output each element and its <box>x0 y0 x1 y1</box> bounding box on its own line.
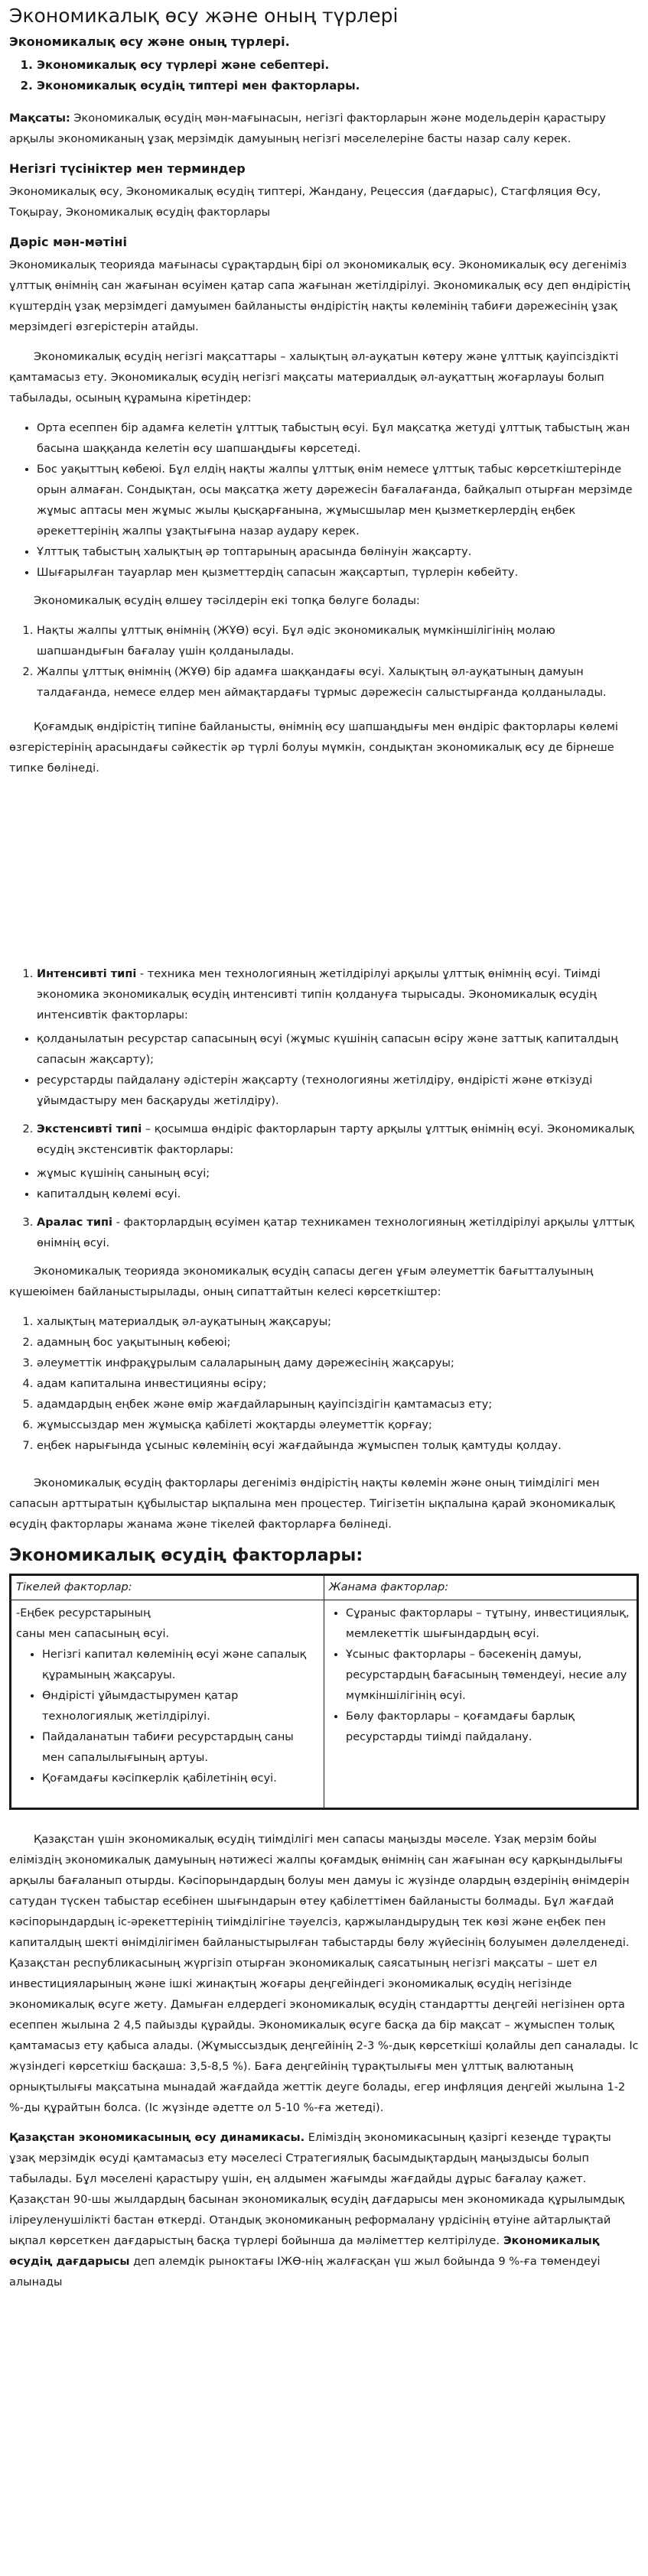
list-item: 5. адамдардың еңбек және өмір жағдайларының қауіпсіздігін қамтамасыз ету; <box>37 1395 639 1415</box>
kazakhstan-paragraph: Қазақстан үшін экономикалық өсудің тиімділігі мен сапасы маңызды мәселе. Ұзақ мерзім бойы еліміздің экономикалық дамуының нәтижесі жалпы қоғамдық өнімнің сан жағынан өсу қарқындылығы арқылы бағаланып отырды. Кәсіпорындардың болуы мен дамуы іс жүзінде олардың өздерінің өнімдерін сатудан түскен табыстар есебінен шығындарын өтеу қабілеттімен байланысты болмады. Бұл жағдай кәсіпорындардың іс-әрекеттерінің тиімділігіне тәуелсіз, қаржыландырудың тек көзі және еңбек пен капиталдың шекті өнімділігімен байланыстырылған табыстарды бөлу жүйесінің болуымен дәлелденеді. Қазақстан республикасының жүргізіп отырған экономикалық саясатының негізгі мақсаты – шет ел инвестицияларының және ішкі жинақтың жоғары деңгейіндегі экономикалық өсудің негізінде экономикалық өсуге жету. Дамыған елдердегі экономикалық өсудің стандартты деңгейі негізінен орта есеппен жылына 2 4,5 пайызды құрайды. Экономикалық өсуге басқа да бір мақсат – жұмыспен толық қамтамасыз ету қабыса алады. (Жұмыссыздық деңгейінің 2-3 %-дық көрсеткіші қолайлы деп саналады. Іс жүзіндегі көрсеткіш басқаша: 3,5-8,5 %). Баға деңгейінің тұрақтылығы мен ұлттық валютаның орнықтылығы мақсатына мынадай жағдайда жеттік деуге болады, егер инфляция деңгейі жылына 1-2 %-ды құрайтын болса. (Іс жүзінде әдетте ол 5-10 %-ға жетеді). <box>9 1834 639 2114</box>
list-item: • Ұлттық табыстың халықтың әр топтарының арасында бөлінуін жақсарту. <box>37 542 639 563</box>
factors-table <box>9 1574 639 1810</box>
table-header-indirect: Жанама факторлар: <box>324 1575 638 1600</box>
list-item: 6. жұмыссыздар мен жұмысқа қабілеті жоқтарды әлеуметтік қорғау; <box>37 1415 639 1436</box>
list-item: 2. адамның бос уақытының көбеюі; <box>37 1333 639 1353</box>
intensive-factors-list <box>9 1029 639 1112</box>
list-item: • Бос уақыттың көбеюі. Бұл елдің нақты жалпы ұлттық өнім немесе ұлттық табыс көрсеткіштерінде орын алмаған. Сондықтан, осы мақсатқа жету дәрежесін бағалағанда, байқалып отырған мерзімде жұмыс аптасы мен жұмыс жылы қысқарғанына, жұмысшылар мен қызметкерлердің еңбек әрекеттерінің жалпы ұзақтығына назар аудару керек. <box>37 460 639 542</box>
quality-paragraph: Экономикалық теорияда экономикалық өсудің сапасы деген ұғым әлеуметтік бағытталуының күшеюімен байланыстырылады, оның сипаттайтын келесі көрсеткіштер: <box>9 1265 594 1298</box>
type-mixed: 3. Аралас типі - факторлардың өсуімен қатар техникамен технологияның жетілдірілуі арқылы ұлттық өнімнің өсуі. <box>37 1213 639 1254</box>
list-item: • Ұсыныс факторлары – бәсекенің дамуы, ресурстардың бағасының төмендеуі, несие алу мүмкіншілігінің өсуі. <box>346 1645 632 1707</box>
direct-factors-list <box>16 1645 319 1789</box>
type-label: Интенсивті типі <box>37 968 137 980</box>
types-list-intensive <box>9 964 639 1026</box>
list-item: • капиталдың көлемі өсуі. <box>37 1184 639 1205</box>
blank-space <box>9 788 639 964</box>
topic-item: 2. Экономикалық өсудің типтері мен факторлары. <box>37 76 639 96</box>
type-label: Экстенсивті типі <box>37 1123 142 1135</box>
list-item: • Сұраныс факторлары – тұтыну, инвестициялық, мемлекеттік шығындардың өсуі. <box>346 1603 632 1645</box>
list-item: • жұмыс күшінің санының өсуі; <box>37 1164 639 1184</box>
lecture-heading: Дәріс мән-мәтіні <box>9 235 127 249</box>
topic-item: 1. Экономикалық өсу түрлері және себептері. <box>37 55 639 76</box>
concepts-text: Экономикалық өсу, Экономикалық өсудің типтері, Жандану, Рецессия (дағдарыс), Стагфляция Өсу, Тоқырау, Экономикалық өсудің факторлары <box>9 186 601 219</box>
subtitle: Экономикалық өсу және оның түрлері. <box>9 34 290 49</box>
measurement-paragraph: Экономикалық өсудің өлшеу тәсілдерін екі топқа бөлуге болады: <box>34 595 420 607</box>
type-extensive: 2. Экстенсивті типі – қосымша өндіріс факторларын тарту арқылы ұлттық өнімнің өсуі. Экономикалық өсудің экстенсивтік факторлары: <box>37 1119 639 1161</box>
direct-lead: -Еңбек ресурстарының саны мен сапасының өсуі. <box>16 1607 170 1640</box>
aim-paragraph <box>9 109 639 150</box>
list-item: 3. әлеуметтік инфрақұрылым салаларының даму дәрежесінің жақсаруы; <box>37 1353 639 1374</box>
aim-label: Мақсаты: <box>9 112 70 125</box>
list-item: • Пайдаланатын табиғи ресурстардың саны мен сапалылығының артуы. <box>42 1727 319 1769</box>
list-item: • Негізгі капитал көлемінің өсуі және сапалық құрамының жақсаруы. <box>42 1645 319 1686</box>
list-item: • ресурстарды пайдалану әдістерін жақсарту (технологияны жетілдіру, өндірісті және өткізуді ұйымдастыру мен басқаруды жетілдіру). <box>37 1070 639 1112</box>
concepts-heading: Негізгі түсініктер мен терминдер <box>9 161 246 176</box>
type-label: Аралас типі <box>37 1217 112 1229</box>
lecture-paragraph-1: Экономикалық теорияда мағынасы сұрақтардың бірі ол экономикалық өсу. Экономикалық өсу дегеніміз ұлттық өнімнің сан жағынан өсуімен қатар сапа жағынан жетілдірілуі. Экономикалық өсу деп өндірістің күштердің ұзақ мерзімдегі дамуымен байланысты өндірістің нақты көлемінің табиғи дәрежесінің ұзақ мерзімдегі өзгерістерін атайды. <box>9 259 630 333</box>
list-item: • Шығарылған тауарлар мен қызметтердің сапасын жақсартып, түрлерін көбейту. <box>37 563 639 583</box>
list-item: 7. еңбек нарығында ұсыныс көлемінің өсуі жағдайында жұмыспен толық қамтуды қолдау. <box>37 1436 639 1457</box>
factors-paragraph: Экономикалық өсудің факторлары дегеніміз өндірістің нақты көлемін және оның тиімділігі мен сапасын арттыратын құбылыстар ықпалына мен процестер. Тиігізетін ықпалына қарай экономикалық өсудің факторлары жанама және тікелей факторларға бөлінеді. <box>9 1477 615 1531</box>
list-item: • Бөлу факторлары – қоғамдағы барлық ресурстарды тиімді пайдалану. <box>346 1707 632 1748</box>
indirect-factors-list <box>329 1603 632 1748</box>
list-item: 1. халықтың материалдық әл-ауқатының жақсаруы; <box>37 1312 639 1333</box>
list-item: • қолданылатын ресурстар сапасының өсуі (жұмыс күшінің сапасын өсіру және заттық капиталдың сапасын жақсарту); <box>37 1029 639 1070</box>
goals-list <box>9 418 639 583</box>
type-intensive: 1. Интенсивті типі - техника мен технологияның жетілдірілуі арқылы ұлттық өнімнің өсуі. Тиімді экономика экономикалық өсудің интенсивті типін қолдануға тырысады. Экономикалық өсудің интенсивтік факторлары: <box>37 964 639 1026</box>
list-item: • Орта есеппен бір адамға келетін ұлттық табыстың өсуі. Бұл мақсатқа жетуді ұлттық табыстың жан басына шаққанда келетін өсу шапшаңдығы көрсетеді. <box>37 418 639 460</box>
methods-list <box>9 621 639 703</box>
table-cell-direct <box>11 1600 324 1809</box>
crisis-label: Экономикалық өсудің дағдарысы <box>9 2235 600 2268</box>
dynamics-paragraph: Қазақстан экономикасының өсу динамикасы. Еліміздің экономикасының қазіргі кезеңде тұрақты ұзақ мерзімдік өсуді қамтамасыз ету мәселесі Стратегиялық басымдықтардың маңыздысы болып табылады. Бұл мәселені қарастыру үшін, ең алдымен жағымды жағдайды дұрыс бағалау қажет. Қазақстан 90-шы жылдардың басынан экономикалық өсудің дағдарысы мен экономикада құрылымдық іліреуленушілікті бастан өткерді. Отандық экономиканың реформалану үрдісінің өтуіне айтарлықтай ықпал көрсеткен дағдарыстың басқа түрлері бойынша да мәліметтер келтірілуде. Экономикалық өсудің дағдарысы деп алемдік рыноктағы ІЖӨ-нің жалғасқан үш жыл бойында 9 %-ға төмендеуі алынады <box>9 2132 625 2289</box>
list-item: 1. Нақты жалпы ұлттық өнімнің (ЖҰӨ) өсуі. Бұл әдіс экономикалық мүмкіншілігінің молаю шапшандығын бағалау үшін қолданылады. <box>37 621 639 662</box>
types-list-mixed <box>9 1213 639 1254</box>
list-item: • Өндірісті ұйымдастырумен қатар технологиялық жетілдірілуі. <box>42 1686 319 1727</box>
types-intro-paragraph: Қоғамдық өндірістің типіне байланысты, өнімнің өсу шапшаңдығы мен өндіріс факторлары көлемі өзгерістерінің арасындағы сәйкестік әр түрлі болуы мүмкін, сондықтан экономикалық өсу де бірнеше типке бөлінеді. <box>9 721 618 775</box>
quality-list <box>9 1312 639 1457</box>
dynamics-label: Қазақстан экономикасының өсу динамикасы. <box>9 2132 305 2144</box>
list-item: 4. адам капиталына инвестицияны өсіру; <box>37 1374 639 1395</box>
topics-list <box>9 55 639 96</box>
lecture-paragraph-2: Экономикалық өсудің негізгі мақсаттары – халықтың әл-ауқатын көтеру және ұлттық қауіпсіздікті қамтамасыз ету. Экономикалық өсудің негізгі мақсаты материалдық әл-ауқаттың жоғарлауы болып табылады, осының құрамына кіретіндер: <box>9 351 619 404</box>
table-header-direct: Тікелей факторлар: <box>11 1575 324 1600</box>
table-cell-indirect <box>324 1600 638 1809</box>
list-item: • Қоғамдағы кәсіпкерлік қабілетінің өсуі. <box>42 1769 319 1789</box>
types-list-extensive <box>9 1119 639 1161</box>
page-title: Экономикалық өсу және оның түрлері <box>9 5 399 27</box>
aim-text: Экономикалық өсудің мән-мағынасын, негізгі факторларын және модельдерін қарастыру арқылы экономиканың ұзақ мерзімдік дамуының негізгі мәселелеріне басты назар салу керек. <box>9 112 606 145</box>
factors-heading: Экономикалық өсудің факторлары: <box>9 1546 363 1565</box>
extensive-factors-list <box>9 1164 639 1205</box>
list-item: 2. Жалпы ұлттық өнімнің (ЖҰӨ) бір адамға шаққандағы өсуі. Халықтың әл-ауқатының дамуын талдағанда, немесе елдер мен аймақтардағы тұрмыс дәрежесін салыстырғанда қолданылады. <box>37 662 639 703</box>
